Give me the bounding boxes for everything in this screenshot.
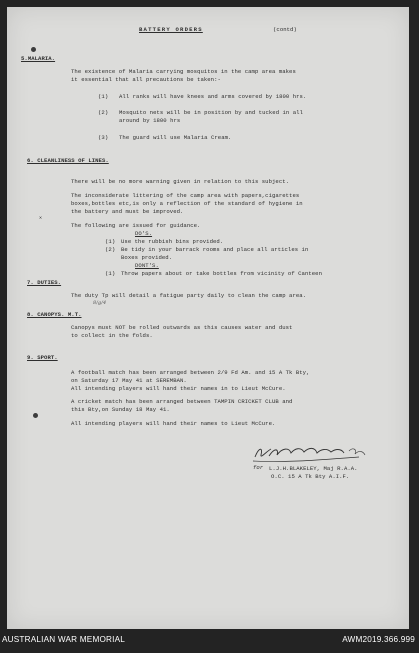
do-2-line-2: Boxes provided. <box>121 254 173 261</box>
dont-1: Throw papers about or take bottles from vicinity of Canteen <box>121 270 323 277</box>
signoff-for-label: for <box>253 464 264 471</box>
handwritten-signature <box>249 443 389 465</box>
cleanliness-para-2-line-1: The inconsiderate littering of the camp area with papers,cigarettes <box>71 192 300 199</box>
sport-para-1-line-2: on Saturday 17 May 41 at SEREMBAN. <box>71 377 187 384</box>
footer-institution: AUSTRALIAN WAR MEMORIAL <box>2 635 126 644</box>
dont-1-number: (1) <box>105 270 116 277</box>
section-heading-canopys: 8. CANOPYS. M.T. <box>27 311 82 318</box>
canopys-line-1: Canopys must NOT be rolled outwards as this causes water and dust <box>71 324 293 331</box>
malaria-item-1: All ranks will have knees and arms covered by 1800 hrs. <box>119 93 307 100</box>
malaria-item-1-number: (1) <box>98 93 109 100</box>
sport-para-1-line-1: A football match has been arranged between 2/9 Fd Am. and 15 A Tk Bty, <box>71 369 310 376</box>
malaria-item-2-line-2: around by 1800 hrs <box>119 117 181 124</box>
cleanliness-para-3: The following are issued for guidance. <box>71 222 201 229</box>
malaria-intro-line-2: it essential that all precautions be taken:- <box>71 76 221 83</box>
malaria-item-3-number: (3) <box>98 134 109 141</box>
donts-label: DONT'S. <box>135 262 159 269</box>
malaria-item-3: The guard will use Malaria Cream. <box>119 134 232 141</box>
sport-para-3: All intending players will hand their names to Lieut McCure. <box>71 420 276 427</box>
section-heading-malaria: 5.MALARIA. <box>21 55 56 62</box>
do-1-number: (1) <box>105 238 116 245</box>
cleanliness-para-2-line-2: boxes,bottles etc,is only a reflection of the standard of hygiene in <box>71 200 303 207</box>
footer-accession-number: AWM2019.366.999 <box>342 635 415 644</box>
cleanliness-para-2-line-3: the battery and must be improved. <box>71 208 184 215</box>
do-2-line-1: Be tidy in your barrack rooms and place all articles in <box>121 246 309 253</box>
canopys-line-2: to collect in the folds. <box>71 332 153 339</box>
do-1: Use the rubbish bins provided. <box>121 238 224 245</box>
contd-label: (contd) <box>273 26 297 33</box>
section-heading-cleanliness: 6. CLEANLINESS OF LINES. <box>27 157 109 164</box>
do-2-number: (2) <box>105 246 116 253</box>
dos-label: DO'S. <box>135 230 153 237</box>
malaria-intro-line-1: The existence of Malaria carrying mosquitos in the camp area makes <box>71 68 296 75</box>
cleanliness-para-1: There will be no more warning given in relation to this subject. <box>71 178 290 185</box>
punch-hole-top <box>31 47 36 52</box>
malaria-item-2-line-1: Mosquito nets will be in position by and tucked in all <box>119 109 303 116</box>
malaria-item-2-number: (2) <box>98 109 109 116</box>
sport-para-1-line-3: All intending players will hand their names in to Lieut McCure. <box>71 385 286 392</box>
section-heading-sport: 9. SPORT. <box>27 354 58 361</box>
document-page <box>7 7 409 629</box>
sport-para-2-line-2: this Bty,on Sunday 18 May 41. <box>71 406 170 413</box>
section-heading-duties: 7. DUTIES. <box>27 279 62 286</box>
document-title: BATTERY ORDERS <box>139 26 203 33</box>
signoff-name: L.J.H.BLAKELEY, Maj R.A.A. <box>269 465 358 472</box>
punch-hole-bottom <box>33 413 38 418</box>
duties-text: The duty Tp will detail a fatigue party daily to clean the camp area. <box>71 292 307 299</box>
sport-para-2-line-1: A cricket match has been arranged between TAMPIN CRICKET CLUB and <box>71 398 293 405</box>
signoff-title: O.C. 15 A Tk Bty A.I.F. <box>271 473 350 480</box>
tick-mark-icon: ✕ <box>39 215 43 221</box>
duties-handwritten-note: 8/g/4 <box>93 300 107 306</box>
